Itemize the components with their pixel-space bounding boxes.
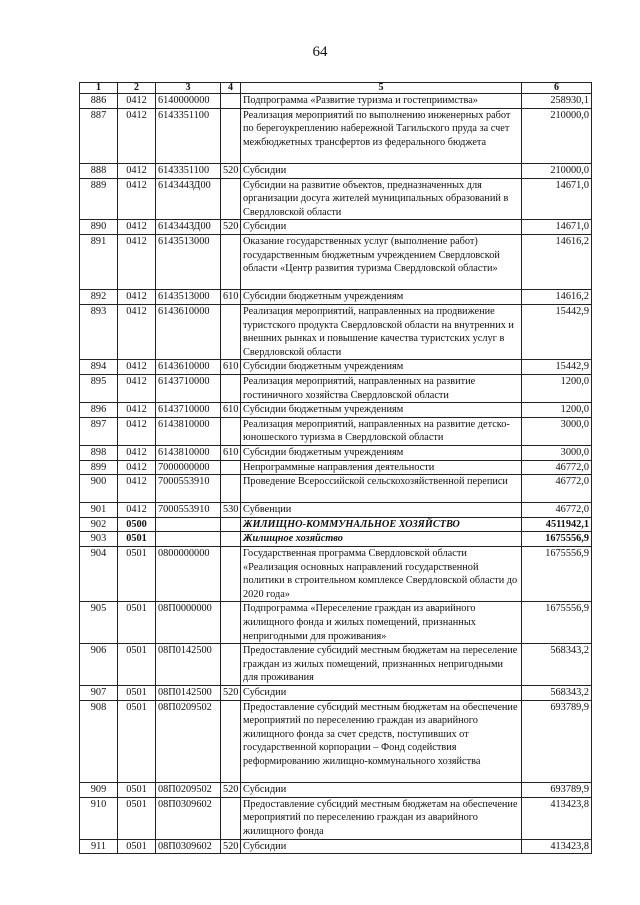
section-code-cell: 0501 [118, 547, 156, 602]
item-name-cell: Субсидии бюджетным учреждениям [241, 445, 522, 460]
target-code-cell: 08П0000000 [156, 602, 221, 644]
item-name-cell: Подпрограмма «Развитие туризма и гостеприимства» [241, 94, 522, 109]
target-code-cell: 6140000000 [156, 94, 221, 109]
table-row [80, 700, 592, 783]
row-number-cell: 887 [80, 108, 118, 163]
target-code-cell: 6143710000 [156, 374, 221, 402]
target-code-cell: 6143710000 [156, 403, 221, 418]
item-name-cell: Субсидии [241, 220, 522, 235]
expense-type-cell [221, 460, 241, 475]
expense-type-cell: 520 [221, 783, 241, 798]
header-cell-3: 3 [156, 83, 221, 94]
item-name-cell: Непрограммные направления деятельности [241, 460, 522, 475]
table-row [80, 532, 592, 547]
header-cell-4: 4 [221, 83, 241, 94]
amount-cell: 210000,0 [522, 163, 592, 178]
target-code-cell: 6143810000 [156, 417, 221, 445]
row-number-cell: 901 [80, 503, 118, 518]
row-number-cell: 896 [80, 403, 118, 418]
table-row [80, 290, 592, 305]
amount-cell: 15442,9 [522, 360, 592, 375]
header-cell-5: 5 [241, 83, 522, 94]
row-number-cell: 904 [80, 547, 118, 602]
amount-cell: 14616,2 [522, 290, 592, 305]
amount-cell: 46772,0 [522, 460, 592, 475]
expense-type-cell [221, 475, 241, 503]
item-name-cell: Субсидии бюджетным учреждениям [241, 360, 522, 375]
section-code-cell: 0501 [118, 644, 156, 686]
table-row [80, 445, 592, 460]
target-code-cell: 6143610000 [156, 304, 221, 359]
section-code-cell: 0412 [118, 374, 156, 402]
amount-cell: 3000,0 [522, 417, 592, 445]
section-code-cell: 0501 [118, 783, 156, 798]
expense-type-cell [221, 602, 241, 644]
expense-type-cell: 610 [221, 360, 241, 375]
table-row [80, 374, 592, 402]
item-name-cell: Предоставление субсидий местным бюджетам на обеспечение мероприятий по переселению граждан из аварийного жилищного фонда за счет средств, поступивших от государственной корпорации – Фонд содействия реформированию жилищно-коммунального хозяйства [241, 700, 522, 783]
target-code-cell: 08П0209502 [156, 700, 221, 783]
expense-type-cell: 520 [221, 163, 241, 178]
item-name-cell: Предоставление субсидий местным бюджетам на обеспечение мероприятий по переселению граждан из аварийного жилищного фонда [241, 797, 522, 839]
row-number-cell: 899 [80, 460, 118, 475]
header-cell-1: 1 [80, 83, 118, 94]
expense-type-cell [221, 644, 241, 686]
expense-type-cell [221, 108, 241, 163]
table-row [80, 460, 592, 475]
item-name-cell: Государственная программа Свердловской области «Реализация основных направлений государственной политики в строительном комплексе Свердловской области до 2020 года» [241, 547, 522, 602]
target-code-cell: 0800000000 [156, 547, 221, 602]
table-header-row [80, 83, 592, 94]
expense-type-cell [221, 797, 241, 839]
amount-cell: 413423,8 [522, 839, 592, 854]
expense-type-cell [221, 417, 241, 445]
row-number-cell: 893 [80, 304, 118, 359]
item-name-cell: Субсидии [241, 163, 522, 178]
item-name-cell: ЖИЛИЩНО-КОММУНАЛЬНОЕ ХОЗЯЙСТВО [241, 517, 522, 532]
section-code-cell: 0412 [118, 108, 156, 163]
budget-table [79, 82, 592, 854]
expense-type-cell [221, 94, 241, 109]
amount-cell: 568343,2 [522, 644, 592, 686]
section-code-cell: 0412 [118, 94, 156, 109]
row-number-cell: 892 [80, 290, 118, 305]
expense-type-cell [221, 374, 241, 402]
item-name-cell: Оказание государственных услуг (выполнение работ) государственным бюджетным учреждением Свердловской области «Центр развития туризма Свердловской области» [241, 234, 522, 289]
amount-cell: 1200,0 [522, 403, 592, 418]
row-number-cell: 891 [80, 234, 118, 289]
target-code-cell: 08П0142500 [156, 644, 221, 686]
row-number-cell: 909 [80, 783, 118, 798]
expense-type-cell [221, 532, 241, 547]
row-number-cell: 888 [80, 163, 118, 178]
expense-type-cell [221, 304, 241, 359]
table-row [80, 220, 592, 235]
expense-type-cell: 530 [221, 503, 241, 518]
section-code-cell: 0501 [118, 602, 156, 644]
amount-cell: 15442,9 [522, 304, 592, 359]
section-code-cell: 0412 [118, 445, 156, 460]
table-row [80, 547, 592, 602]
row-number-cell: 897 [80, 417, 118, 445]
item-name-cell: Реализация мероприятий по выполнению инженерных работ по берегоукреплению набережной Тагильского пруда за счет межбюджетных трансфертов из федерального бюджета [241, 108, 522, 163]
amount-cell: 693789,9 [522, 700, 592, 783]
expense-type-cell: 520 [221, 686, 241, 701]
item-name-cell: Субсидии на развитие объектов, предназначенных для организации досуга жителей муниципальных образований в Свердловской области [241, 178, 522, 220]
amount-cell: 568343,2 [522, 686, 592, 701]
row-number-cell: 890 [80, 220, 118, 235]
expense-type-cell: 610 [221, 445, 241, 460]
table-row [80, 108, 592, 163]
table-row [80, 644, 592, 686]
section-code-cell: 0412 [118, 360, 156, 375]
target-code-cell: 6143513000 [156, 234, 221, 289]
row-number-cell: 903 [80, 532, 118, 547]
row-number-cell: 910 [80, 797, 118, 839]
item-name-cell: Подпрограмма «Переселение граждан из аварийного жилищного фонда и жилых помещений, признанных непригодными для проживания» [241, 602, 522, 644]
row-number-cell: 900 [80, 475, 118, 503]
target-code-cell [156, 532, 221, 547]
target-code-cell: 08П0309602 [156, 797, 221, 839]
amount-cell: 413423,8 [522, 797, 592, 839]
header-cell-6: 6 [522, 83, 592, 94]
table-row [80, 517, 592, 532]
table-row [80, 94, 592, 109]
item-name-cell: Субсидии бюджетным учреждениям [241, 403, 522, 418]
expense-type-cell [221, 547, 241, 602]
target-code-cell [156, 517, 221, 532]
expense-type-cell: 610 [221, 403, 241, 418]
expense-type-cell: 610 [221, 290, 241, 305]
amount-cell: 693789,9 [522, 783, 592, 798]
amount-cell: 1675556,9 [522, 532, 592, 547]
target-code-cell: 08П0142500 [156, 686, 221, 701]
expense-type-cell [221, 517, 241, 532]
item-name-cell: Реализация мероприятий, направленных на развитие детско-юношеского туризма в Свердловской области [241, 417, 522, 445]
section-code-cell: 0412 [118, 163, 156, 178]
section-code-cell: 0501 [118, 686, 156, 701]
section-code-cell: 0412 [118, 234, 156, 289]
row-number-cell: 902 [80, 517, 118, 532]
expense-type-cell: 520 [221, 839, 241, 854]
item-name-cell: Субсидии [241, 686, 522, 701]
expense-type-cell [221, 700, 241, 783]
section-code-cell: 0412 [118, 417, 156, 445]
item-name-cell: Предоставление субсидий местным бюджетам на переселение граждан из жилых помещений, признанных непригодными для проживания [241, 644, 522, 686]
table-row [80, 178, 592, 220]
target-code-cell: 7000553910 [156, 503, 221, 518]
section-code-cell: 0412 [118, 220, 156, 235]
table-row [80, 602, 592, 644]
table-row [80, 163, 592, 178]
table-row [80, 475, 592, 503]
row-number-cell: 898 [80, 445, 118, 460]
expense-type-cell: 520 [221, 220, 241, 235]
expense-type-cell [221, 234, 241, 289]
section-code-cell: 0412 [118, 178, 156, 220]
row-number-cell: 886 [80, 94, 118, 109]
target-code-cell: 7000553910 [156, 475, 221, 503]
row-number-cell: 895 [80, 374, 118, 402]
amount-cell: 1675556,9 [522, 547, 592, 602]
amount-cell: 1675556,9 [522, 602, 592, 644]
amount-cell: 14616,2 [522, 234, 592, 289]
table-row [80, 797, 592, 839]
item-name-cell: Субсидии [241, 783, 522, 798]
row-number-cell: 907 [80, 686, 118, 701]
table-row [80, 783, 592, 798]
row-number-cell: 889 [80, 178, 118, 220]
amount-cell: 46772,0 [522, 503, 592, 518]
target-code-cell: 6143810000 [156, 445, 221, 460]
item-name-cell: Реализация мероприятий, направленных на развитие гостиничного хозяйства Свердловской области [241, 374, 522, 402]
section-code-cell: 0501 [118, 532, 156, 547]
amount-cell: 1200,0 [522, 374, 592, 402]
target-code-cell: 6143610000 [156, 360, 221, 375]
section-code-cell: 0412 [118, 304, 156, 359]
table-row [80, 403, 592, 418]
table-row [80, 839, 592, 854]
section-code-cell: 0412 [118, 290, 156, 305]
amount-cell: 14671,0 [522, 220, 592, 235]
target-code-cell: 08П0209502 [156, 783, 221, 798]
section-code-cell: 0412 [118, 475, 156, 503]
table-row [80, 686, 592, 701]
item-name-cell: Субсидии [241, 839, 522, 854]
target-code-cell: 7000000000 [156, 460, 221, 475]
item-name-cell: Субвенции [241, 503, 522, 518]
amount-cell: 3000,0 [522, 445, 592, 460]
table-row [80, 503, 592, 518]
amount-cell: 4511942,1 [522, 517, 592, 532]
section-code-cell: 0412 [118, 403, 156, 418]
table-row [80, 234, 592, 289]
table-body [80, 94, 592, 854]
section-code-cell: 0501 [118, 700, 156, 783]
section-code-cell: 0500 [118, 517, 156, 532]
target-code-cell: 08П0309602 [156, 839, 221, 854]
row-number-cell: 911 [80, 839, 118, 854]
section-code-cell: 0412 [118, 503, 156, 518]
row-number-cell: 908 [80, 700, 118, 783]
item-name-cell: Реализация мероприятий, направленных на продвижение туристского продукта Свердловской области на внутренних и внешних рынках и повышение качества туристских услуг в Свердловской области [241, 304, 522, 359]
row-number-cell: 906 [80, 644, 118, 686]
amount-cell: 210000,0 [522, 108, 592, 163]
section-code-cell: 0501 [118, 797, 156, 839]
header-cell-2: 2 [118, 83, 156, 94]
page-number: 64 [312, 44, 328, 60]
section-code-cell: 0501 [118, 839, 156, 854]
expense-type-cell [221, 178, 241, 220]
target-code-cell: 614344ЗД00 [156, 220, 221, 235]
table-row [80, 360, 592, 375]
target-code-cell: 6143351100 [156, 108, 221, 163]
section-code-cell: 0412 [118, 460, 156, 475]
row-number-cell: 894 [80, 360, 118, 375]
amount-cell: 46772,0 [522, 475, 592, 503]
row-number-cell: 905 [80, 602, 118, 644]
table-row [80, 417, 592, 445]
amount-cell: 258930,1 [522, 94, 592, 109]
amount-cell: 14671,0 [522, 178, 592, 220]
item-name-cell: Субсидии бюджетным учреждениям [241, 290, 522, 305]
table-row [80, 304, 592, 359]
target-code-cell: 614344ЗД00 [156, 178, 221, 220]
item-name-cell: Проведение Всероссийской сельскохозяйственной переписи [241, 475, 522, 503]
target-code-cell: 6143513000 [156, 290, 221, 305]
item-name-cell: Жилищное хозяйство [241, 532, 522, 547]
target-code-cell: 6143351100 [156, 163, 221, 178]
